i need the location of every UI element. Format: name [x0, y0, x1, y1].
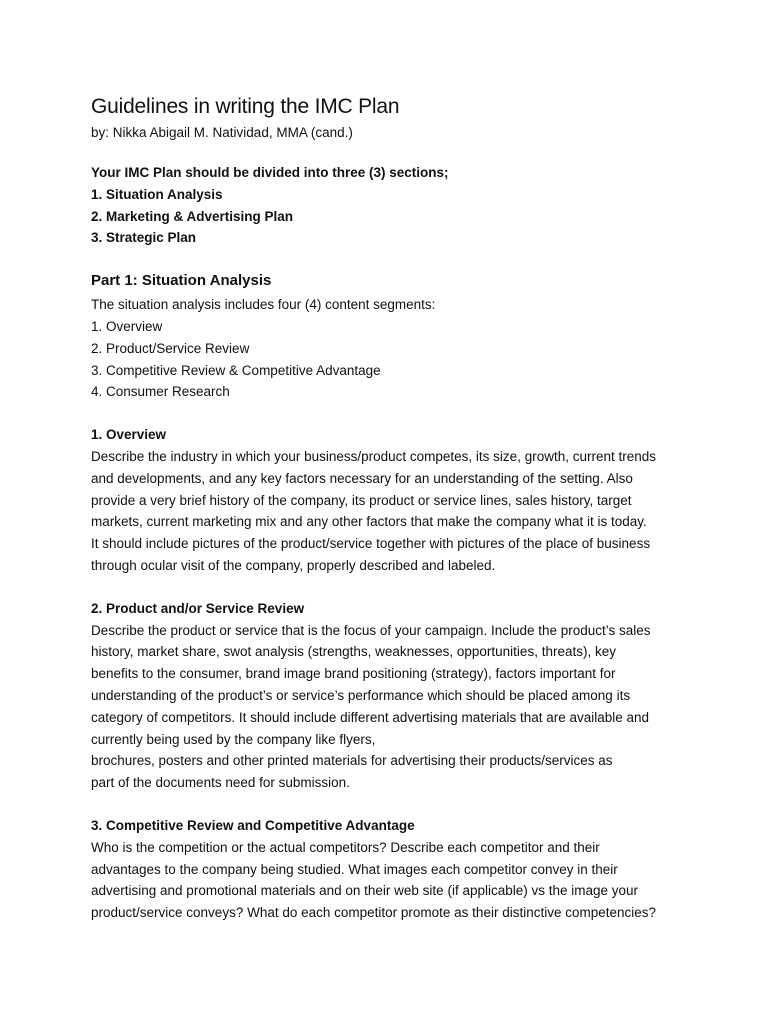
section-body [91, 837, 691, 924]
body-line: and developments, and any key factors necessary for an understanding of the setting. Also [91, 470, 633, 486]
body-line: history, market share, swot analysis (strengths, weaknesses, opportunities, threats), key [91, 644, 616, 660]
section-product-review [91, 598, 691, 794]
section-heading: 2. Product and/or Service Review [91, 600, 305, 616]
part1-list [91, 294, 691, 403]
body-line: brochures, posters and other printed materials for advertising their products/services as [91, 753, 613, 769]
body-line: provide a very brief history of the company, its product or service lines, sales history, target [91, 492, 632, 508]
body-line: product/service conveys? What do each competitor promote as their distinctive competencies? [91, 905, 657, 921]
part1-item: 2. Product/Service Review [91, 340, 250, 356]
body-line: Who is the competition or the actual competitors? Describe each competitor and their [91, 839, 600, 855]
intro-item: 2. Marketing & Advertising Plan [91, 208, 294, 224]
body-line: markets, current marketing mix and any other factors that make the company what it is today. [91, 514, 647, 530]
section-heading: 1. Overview [91, 427, 167, 443]
part1-item: 3. Competitive Review & Competitive Advantage [91, 362, 381, 378]
section-heading: 3. Competitive Review and Competitive Advantage [91, 817, 415, 833]
body-line: part of the documents need for submission. [91, 775, 350, 791]
body-line: advertising and promotional materials and on their web site (if applicable) vs the image your [91, 883, 639, 899]
intro-item: 1. Situation Analysis [91, 186, 223, 202]
document-page [91, 92, 691, 924]
part1-item: 4. Consumer Research [91, 384, 230, 400]
intro-lead: Your IMC Plan should be divided into three (3) sections; [91, 165, 449, 180]
section-body [91, 446, 691, 577]
intro-block [91, 162, 691, 249]
document-title: Guidelines in writing the IMC Plan [91, 95, 400, 118]
document-author: by: Nikka Abigail M. Natividad, MMA (cand.) [91, 125, 353, 140]
section-competitive-review [91, 815, 691, 924]
body-line: It should include pictures of the product/service together with pictures of the place of business [91, 536, 651, 552]
section-body [91, 620, 691, 794]
part1-lead: The situation analysis includes four (4) content segments: [91, 297, 436, 313]
part1-item: 1. Overview [91, 318, 163, 334]
intro-item: 3. Strategic Plan [91, 230, 197, 246]
section-overview [91, 424, 691, 577]
body-line: through ocular visit of the company, properly described and labeled. [91, 557, 496, 573]
body-line: advantages to the company being studied. What images each competitor convey in their [91, 861, 618, 877]
body-line: Describe the product or service that is the focus of your campaign. Include the product’s sales [91, 622, 651, 638]
body-line: currently being used by the company like flyers, [91, 731, 376, 747]
body-line: category of competitors. It should include different advertising materials that are available and [91, 709, 650, 725]
part1-heading: Part 1: Situation Analysis [91, 272, 272, 290]
body-line: understanding of the product’s or service’s performance which should be placed among its [91, 687, 631, 703]
body-line: benefits to the consumer, brand image brand positioning (strategy), factors important for [91, 666, 616, 682]
body-line: Describe the industry in which your business/product competes, its size, growth, current trends [91, 448, 657, 464]
